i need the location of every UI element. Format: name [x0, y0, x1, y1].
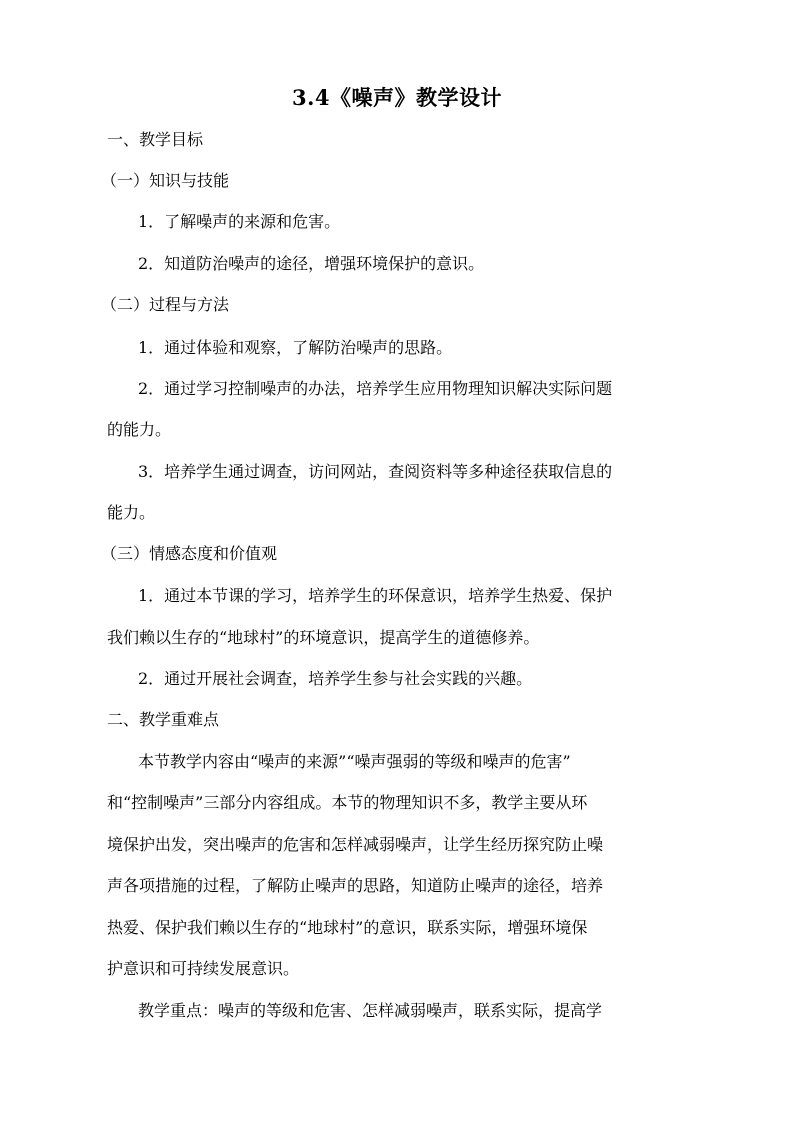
paragraph-line: 1．了解噪声的来源和危害。	[138, 212, 341, 231]
paragraph-line: 3．培养学生通过调查，访问网站，查阅资料等多种途径获取信息的	[138, 462, 613, 481]
paragraph-line: 声各项措施的过程，了解防止噪声的思路，知道防止噪声的途径，培养	[107, 876, 604, 895]
paragraph-line: 热爱、保护我们赖以生存的“地球村”的意识，联系实际，增强环境保	[107, 918, 588, 937]
paragraph-line: 我们赖以生存的“地球村”的环境意识，提高学生的道德修养。	[107, 628, 540, 647]
section-heading-key-points: 二、教学重难点	[107, 710, 220, 729]
subheading-process-method: （二）过程与方法	[101, 295, 230, 314]
paragraph-line: 护意识和可持续发展意识。	[107, 959, 300, 978]
subheading-knowledge-skills: （一）知识与技能	[101, 171, 230, 190]
paragraph-line: 境保护出发，突出噪声的危害和怎样减弱噪声，让学生经历探究防止噪	[107, 835, 604, 854]
paragraph-line: 1．通过本节课的学习，培养学生的环保意识，培养学生热爱、保护	[138, 586, 613, 605]
paragraph-line: 1．通过体验和观察，了解防治噪声的思路。	[138, 338, 453, 357]
subheading-emotion-values: （三）情感态度和价值观	[101, 544, 278, 563]
section-heading-objectives: 一、教学目标	[107, 130, 204, 149]
paragraph-line: 2．通过开展社会调查，培养学生参与社会实践的兴趣。	[138, 669, 533, 688]
paragraph-line: 2．知道防治噪声的途径，增强环境保护的意识。	[138, 254, 485, 273]
paragraph-line: 能力。	[107, 503, 156, 522]
paragraph-line: 的能力。	[107, 420, 172, 439]
document-title: 3.4《噪声》教学设计	[291, 85, 503, 110]
paragraph-line: 本节教学内容由“噪声的来源”“噪声强弱的等级和噪声的危害”	[138, 752, 571, 771]
paragraph-line: 和“控制噪声”三部分内容组成。本节的物理知识不多，教学主要从环	[107, 793, 588, 812]
paragraph-line: 教学重点：噪声的等级和危害、怎样减弱噪声，联系实际，提高学	[138, 1001, 603, 1020]
paragraph-line: 2．通过学习控制噪声的办法，培养学生应用物理知识解决实际问题	[138, 379, 613, 398]
